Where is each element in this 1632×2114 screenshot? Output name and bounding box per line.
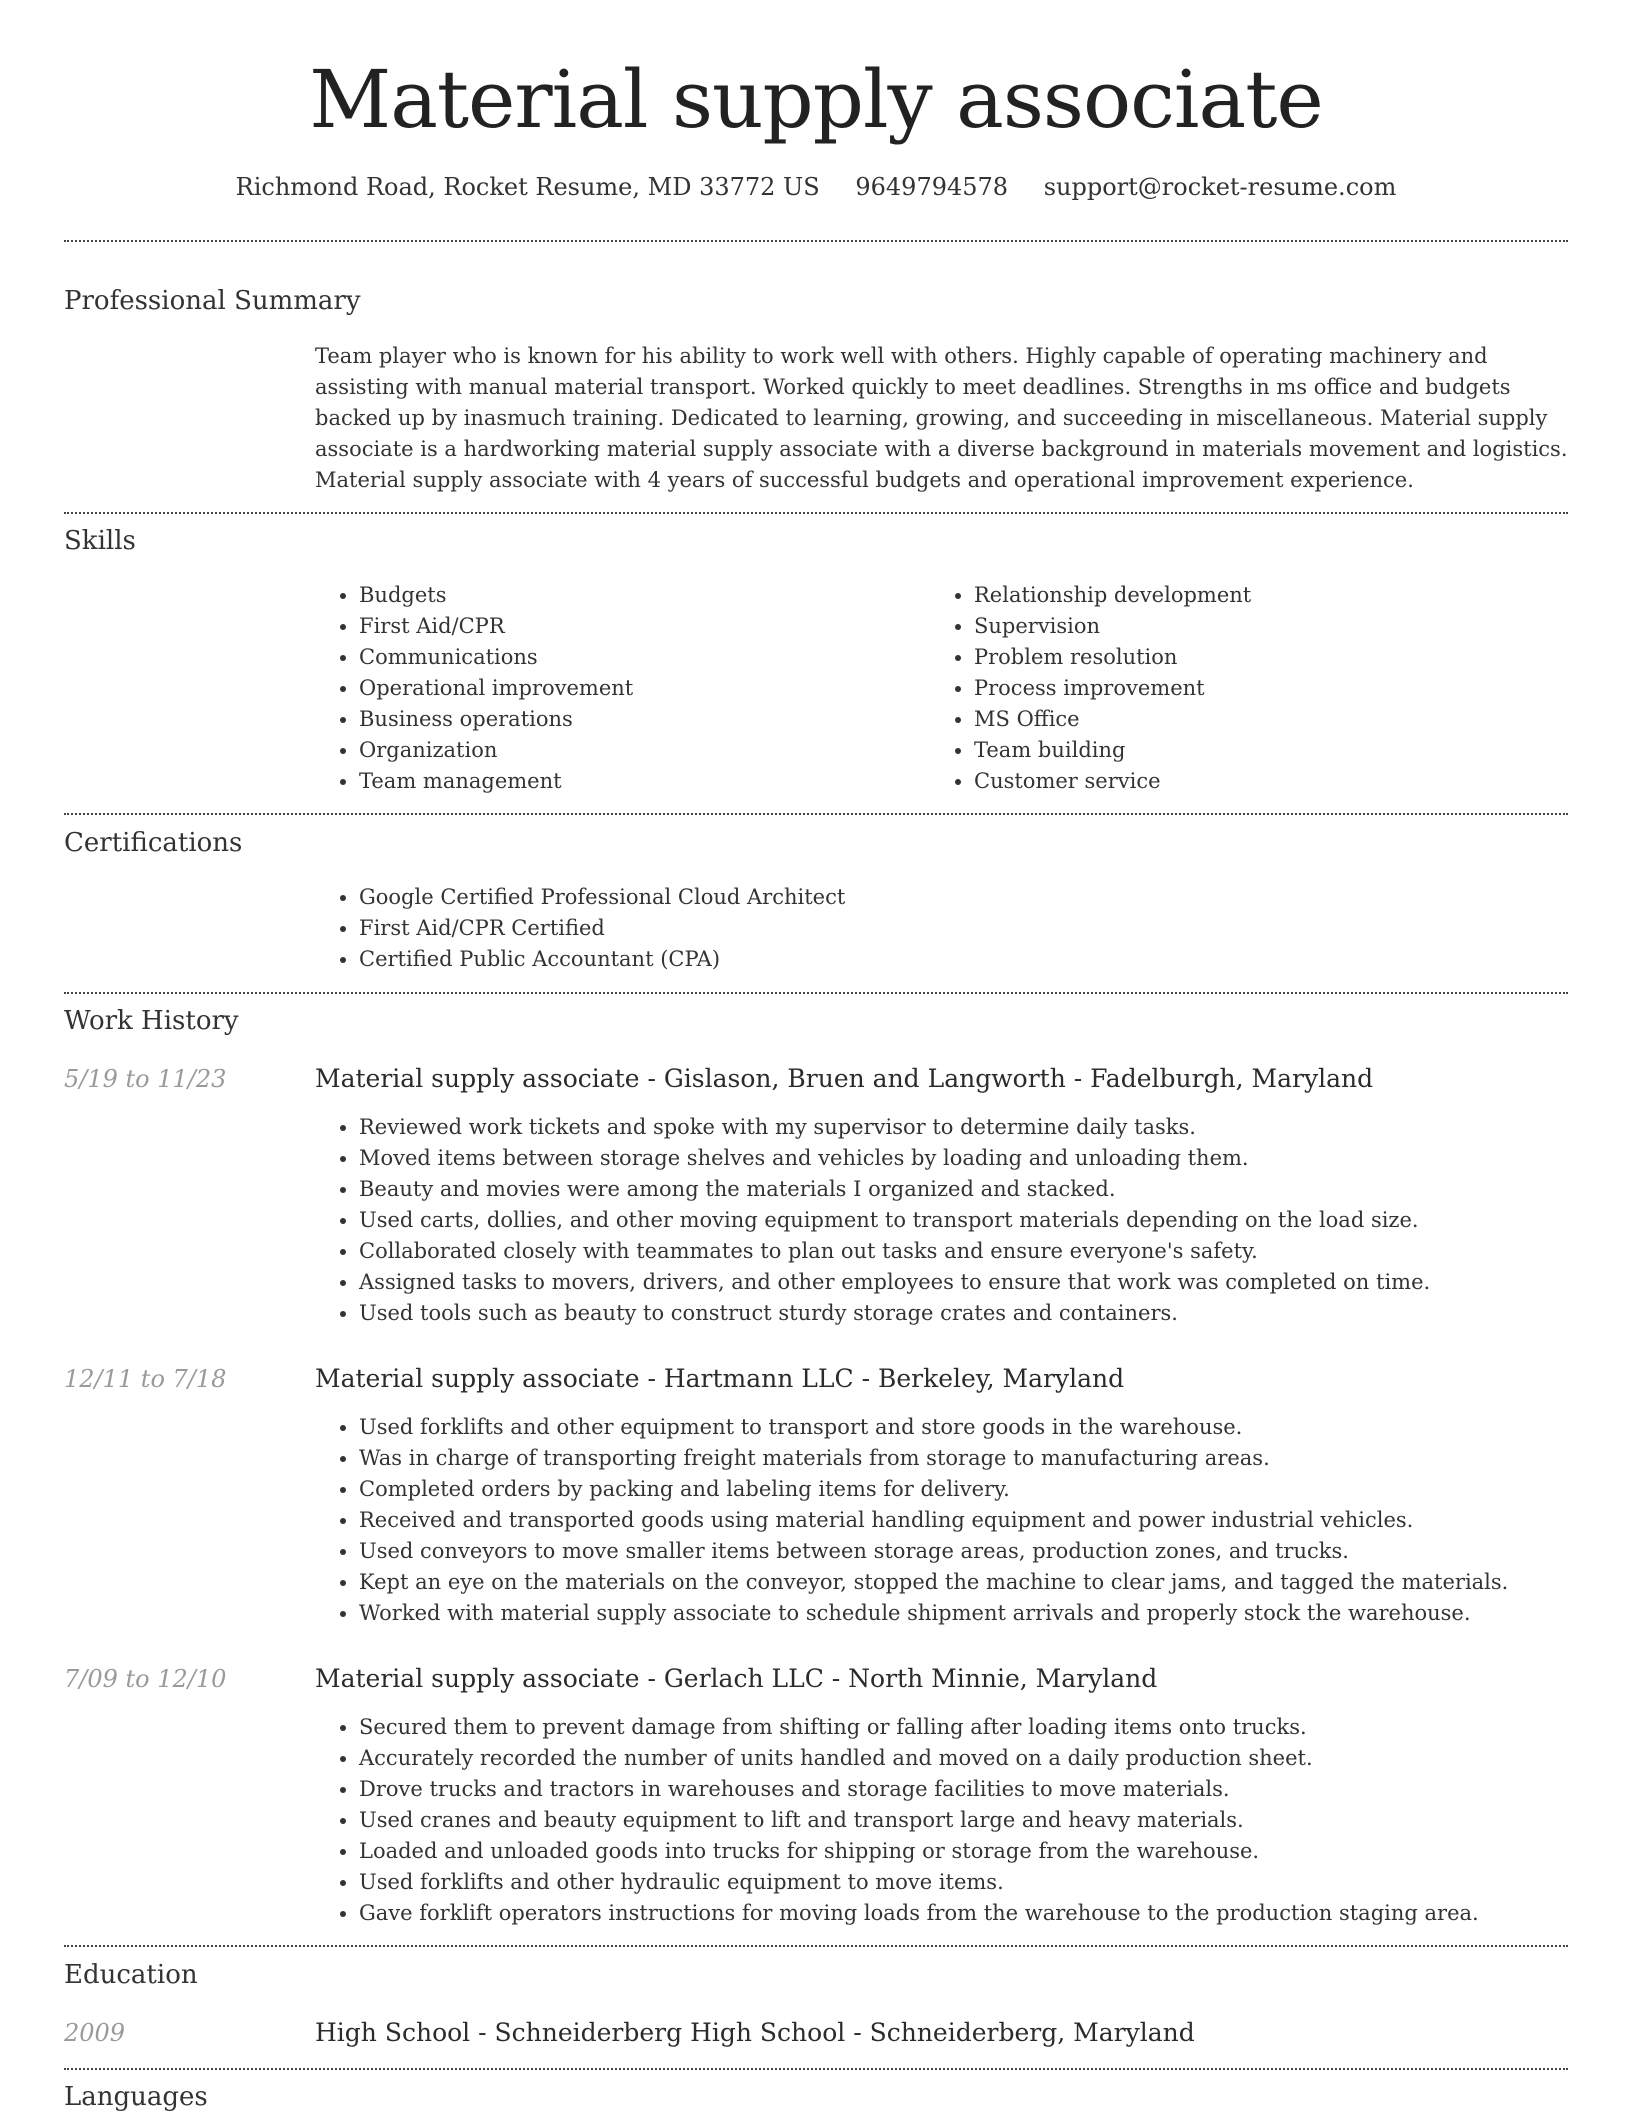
contact-address: Richmond Road, Rocket Resume, MD 33772 US [235,173,820,201]
section-divider [64,813,1568,815]
job-bullet: • Collaborated closely with teammates to plan out tasks and ensure everyone's safety. [359,1236,1430,1267]
languages-heading: Languages [64,2082,208,2112]
certification-item: • Google Certified Professional Cloud Architect [359,882,845,913]
job-title: Material supply associate - Gislason, Bruen and Langworth - Fadelburgh, Maryland [315,1064,1374,1093]
job-bullet: • Drove trucks and tractors in warehouses and storage facilities to move materials. [359,1774,1479,1805]
job-bullet: • Used forklifts and other hydraulic equipment to move items. [359,1867,1479,1898]
skill-item: • Operational improvement [359,673,633,704]
certification-item: • First Aid/CPR Certified [359,913,845,944]
job-bullet: • Secured them to prevent damage from shifting or falling after loading items onto trucks. [359,1712,1479,1743]
certification-item: • Certified Public Accountant (CPA) [359,944,845,975]
skill-item: • Customer service [974,766,1251,797]
skill-item: • First Aid/CPR [359,611,633,642]
job-dates: 7/09 to 12/10 [64,1665,227,1693]
job-bullets [315,1712,1479,1929]
job-bullet: • Received and transported goods using material handling equipment and power industrial vehicles. [359,1505,1508,1536]
education-entry: High School - Schneiderberg High School - Schneiderberg, Maryland [315,2018,1195,2047]
job-bullet: • Moved items between storage shelves and vehicles by loading and unloading them. [359,1143,1430,1174]
contact-email: support@rocket-resume.com [1043,173,1397,201]
skills-list-left [315,580,633,797]
job-bullet: • Was in charge of transporting freight materials from storage to manufacturing areas. [359,1443,1508,1474]
job-bullet: • Used forklifts and other equipment to transport and store goods in the warehouse. [359,1412,1508,1443]
skill-item: • MS Office [974,704,1251,735]
skills-list-right [930,580,1251,797]
skill-item: • Communications [359,642,633,673]
job-bullet: • Kept an eye on the materials on the conveyor, stopped the machine to clear jams, and tagged the materials. [359,1567,1508,1598]
work-history-heading: Work History [64,1006,239,1036]
skill-item: • Problem resolution [974,642,1251,673]
job-bullets [315,1112,1430,1329]
skills-heading: Skills [64,526,136,556]
job-bullet: • Completed orders by packing and labeling items for delivery. [359,1474,1508,1505]
job-bullet: • Used tools such as beauty to construct sturdy storage crates and containers. [359,1298,1430,1329]
job-bullets [315,1412,1508,1629]
skill-item: • Supervision [974,611,1251,642]
job-bullet: • Worked with material supply associate to schedule shipment arrivals and properly stock the warehouse. [359,1598,1508,1629]
job-dates: 5/19 to 11/23 [64,1065,227,1093]
skill-item: • Team management [359,766,633,797]
job-title: Material supply associate - Gerlach LLC - North Minnie, Maryland [315,1664,1158,1693]
section-divider [64,240,1568,242]
job-title: Material supply associate - Hartmann LLC - Berkeley, Maryland [315,1364,1125,1393]
education-year: 2009 [64,2019,126,2047]
section-divider [64,2068,1568,2070]
certifications-list [315,882,845,975]
skill-item: • Process improvement [974,673,1251,704]
section-divider [64,1945,1568,1947]
job-bullet: • Used conveyors to move smaller items between storage areas, production zones, and trucks. [359,1536,1508,1567]
skill-item: • Business operations [359,704,633,735]
job-bullet: • Gave forklift operators instructions for moving loads from the warehouse to the production staging area. [359,1898,1479,1929]
certifications-heading: Certifications [64,828,243,858]
section-divider [64,992,1568,994]
job-bullet: • Loaded and unloaded goods into trucks for shipping or storage from the warehouse. [359,1836,1479,1867]
job-bullet: • Used carts, dollies, and other moving equipment to transport materials depending on the load size. [359,1205,1430,1236]
job-dates: 12/11 to 7/18 [64,1365,227,1393]
summary-text: Team player who is known for his ability to work well with others. Highly capable of operating machinery and assisting with manual material transport. Worked quickly to meet deadlines. Strengths in ms office and budgets backed up by inasmuch training. Dedicated to learning, growing, and succeeding in miscellaneous. Material supply associate is a hardworking material supply associate with a diverse background in materials movement and logistics. Material supply associate with 4 years of successful budgets and operational improvement experience. [315,344,1568,492]
summary-heading: Professional Summary [64,286,361,316]
job-bullet: • Reviewed work tickets and spoke with my supervisor to determine daily tasks. [359,1112,1430,1143]
job-bullet: • Assigned tasks to movers, drivers, and other employees to ensure that work was completed on time. [359,1267,1430,1298]
skill-item: • Relationship development [974,580,1251,611]
education-heading: Education [64,1960,198,1990]
contact-phone: 9649794578 [855,173,1009,201]
job-bullet: • Used cranes and beauty equipment to lift and transport large and heavy materials. [359,1805,1479,1836]
skill-item: • Organization [359,735,633,766]
job-bullet: • Accurately recorded the number of units handled and moved on a daily production sheet. [359,1743,1479,1774]
resume-name: Material supply associate [309,53,1323,146]
job-bullet: • Beauty and movies were among the materials I organized and stacked. [359,1174,1430,1205]
skill-item: • Budgets [359,580,633,611]
section-divider [64,512,1568,514]
contact-line [64,170,1568,204]
skill-item: • Team building [974,735,1251,766]
